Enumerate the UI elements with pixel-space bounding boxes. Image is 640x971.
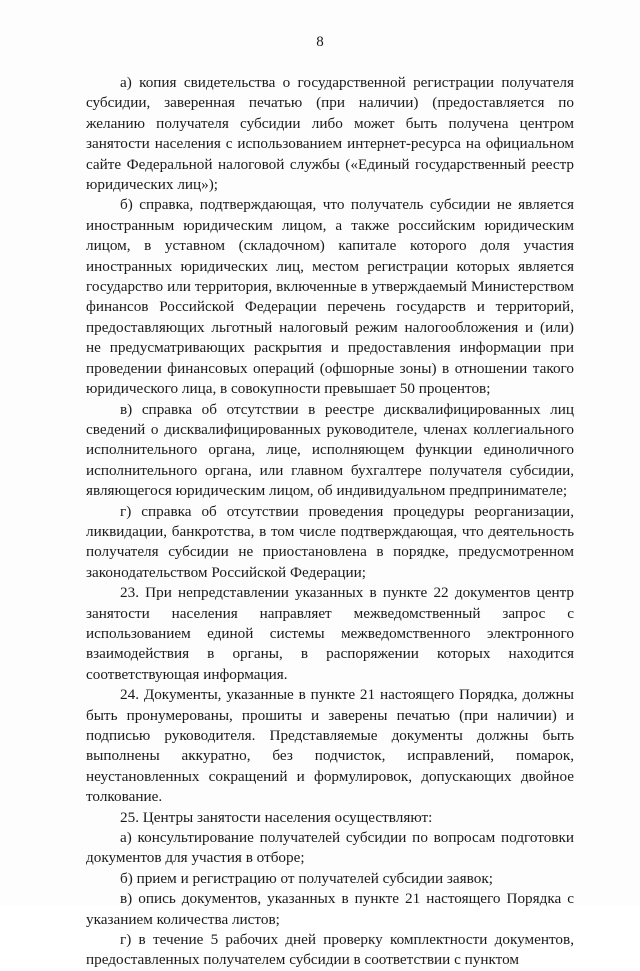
paragraph-v-disqualified-persons-certificate: в) справка об отсутствии в реестре дисквалифицированных лиц сведений о дисквалифицированных руководителе, членах коллегиального исполнительного органа, лице, исполняющем функции единоличного исполнительного органа, или главном бухгалтере получателя субсидии, являющегося юридическим лицом, об индивидуальном предпринимателе; xyxy=(86,400,574,500)
paragraph-24-document-requirements: 24. Документы, указанные в пункте 21 настоящего Порядка, должны быть пронумерованы, прошиты и заверены печатью (при наличии) и подписью руководителя. Представляемые документы должны быть выполнены аккуратно, без подчисток, исправлений, помарок, неустановленных сокращений и формулировок, допускающих двойное толкование. xyxy=(86,686,574,806)
paragraph-23-interagency-request: 23. При непредставлении указанных в пункте 22 документов центр занятости населения направляет межведомственный запрос с использованием единой системы межведомственного электронного взаимодействия в органы, в распоряжении которых находится соответствующая информация. xyxy=(86,584,574,683)
paragraph-25g-completeness-check: г) в течение 5 рабочих дней проверку комплектности документов, предоставленных получателем субсидии в соответствии с пунктом xyxy=(86,931,574,969)
paragraph-25-employment-centers: 25. Центры занятости населения осуществляют: xyxy=(120,808,433,826)
paragraph-b-foreign-entity-certificate: б) справка, подтверждающая, что получатель субсидии не является иностранным юридическим лицом, а также российским юридическим лицом, в уставном (складочном) капитале которого доля участия иностранных юридических лиц, местом регистрации которых является государство или территория, включенные в утверждаемый Министерством финансов Российской Федерации перечень государств и территорий, предоставляющих льготный налоговый режим налогообложения и (или) не предусматривающих раскрытия и предоставления информации при проведении финансовых операций (офшорные зоны) в отношении такого юридического лица, в совокупности превышает 50 процентов; xyxy=(86,196,574,398)
paragraph-25v-inventory: в) опись документов, указанных в пункте 21 настоящего Порядка с указанием количества листов; xyxy=(86,890,574,928)
paragraph-25a-consulting: а) консультирование получателей субсидии по вопросам подготовки документов для участия в отборе; xyxy=(86,829,574,867)
paragraph-25b-registration: б) прием и регистрацию от получателей субсидии заявок; xyxy=(120,869,493,887)
document-body xyxy=(86,73,574,971)
paragraph-a-certificate-copy: а) копия свидетельства о государственной регистрации получателя субсидии, заверенная печатью (при наличии) (предоставляется по желанию получателя субсидии либо может быть получена центром занятости населения с использованием интернет-ресурса на официальном сайте Федеральной налоговой службы («Единый государственный реестр юридических лиц»); xyxy=(86,74,574,194)
page-number: 8 xyxy=(316,34,324,50)
paragraph-g-reorganization-certificate: г) справка об отсутствии проведения процедуры реорганизации, ликвидации, банкротства, в том числе подтверждающая, что деятельность получателя субсидии не приостановлена в порядке, предусмотренном законодательством Российской Федерации; xyxy=(86,502,574,581)
